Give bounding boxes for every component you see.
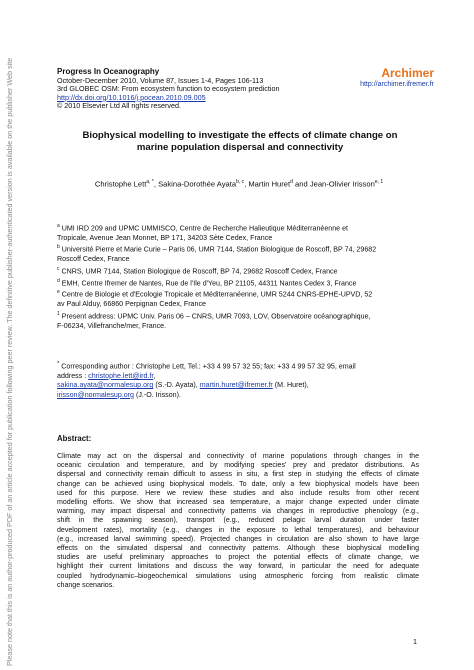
- abstract-line: (e.g., increased larval swimming speed). Projected changes in circulation are also shown to have large: [57, 535, 419, 543]
- author-affiliation-mark: d: [290, 179, 293, 185]
- journal-issue-line: October-December 2010, Volume 87, Issues 1-4, Pages 106-113: [57, 75, 264, 85]
- author-affiliation-mark: a, *: [146, 179, 154, 185]
- archimer-header: [360, 66, 434, 89]
- present-address-cont: F-06234, Villefranche/mer, France.: [57, 321, 167, 330]
- paper-title-line-2: marine population dispersal and connectivity: [136, 142, 344, 153]
- author-name: Christophe Lett: [94, 179, 147, 189]
- abstract-line: highlight their current limitations and discuss the way forward, in particular the need for adequate: [57, 563, 419, 571]
- abstract-line: modelling efforts. We show that increased sea temperature, a major change expected under climate: [57, 499, 419, 507]
- abstract-line: change can be achieved using biophysical models. To date, only a few biophysical models have been: [57, 480, 419, 488]
- affiliations: [57, 222, 427, 331]
- abstract-line: development rates), mortality (e.g., changes in the exposure to lethal temperatures), and behaviour: [57, 526, 419, 534]
- journal-special-issue-line: 3rd GLOBEC OSM: From ecosystem function to ecosystem prediction: [57, 84, 280, 94]
- copyright-line: © 2010 Elsevier Ltd All rights reserved.: [57, 101, 181, 111]
- affiliation-b: $^b$ Université Pierre et Marie Curie – Paris 06, UMR 7144, Station Biologique de Roscoff, BP 74, 29682: [57, 244, 377, 254]
- corresponding-mark: *: [57, 361, 60, 367]
- abstract-line: Climate may act on the dispersal and connectivity of marine populations through changes in the: [57, 453, 419, 460]
- abstract-line: dispersal and connectivity remain difficult to assess in situ, a first step in studying the effects of climate: [57, 471, 419, 479]
- present-address: $^1$ Present address: UPMC Univ. Paris 06 – CNRS, UMR 7093, LOV, Observatoire océanographique,: [57, 310, 371, 321]
- author-name: Martin Huret: [248, 179, 291, 189]
- paper-title-line-1: Biophysical modelling to investigate the effects of climate change on: [82, 130, 398, 141]
- affiliation-e: $^e$ Centre de Biologie et d'Ecologie Tropicale et Méditerranéenne, UMR 5244 CNRS-EPHE-UPVD, 52: [57, 289, 373, 299]
- page-number: 1: [413, 637, 417, 646]
- abstract-line: used for this purpose. Here we review these studies and also include results from other recent: [57, 489, 419, 497]
- email-link-huret[interactable]: martin.huret@ifremer.fr: [199, 381, 273, 390]
- email-link-ayata[interactable]: sakina.ayata@normalesup.org: [57, 381, 154, 390]
- abstract-line: warming, may impact dispersal and connectivity patterns via changes in reproductive phenology (e.g.,: [57, 508, 419, 516]
- email-link-lett[interactable]: christophe.lett@ird.fr: [88, 371, 154, 380]
- affiliation-b-cont: Roscoff Cedex, France: [57, 255, 130, 264]
- abstract-line: coupled hydrodynamic–biogeochemical simulations using atmospheric forcing from realistic climate: [57, 572, 419, 580]
- corresponding-author: * Corresponding author : Christophe Lett, Tel.: +33 4 99 57 32 55; fax: +33 4 99 57 32 95, email address : christophe.lett@ird.fr, sakina.ayata@normalesup.org (S.-D. Ayata), martin.huret@ifremer.fr (M. Huret), irisson@normalesup.org (J.-O. Irisson).: [57, 361, 356, 399]
- author-name: Jean-Olivier Irisson: [309, 179, 375, 189]
- email-address-label: address :: [57, 371, 87, 380]
- author-affiliation-mark: b, c: [236, 179, 245, 185]
- doi-link[interactable]: http://dx.doi.org/10.1016/j.pocean.2010.09.005: [57, 92, 206, 102]
- affiliation-a-cont: Tropicale, Avenue Jean Monnet, BP 171, 34203 Sète Cedex, France: [57, 233, 273, 242]
- author-name: Sakina-Dorothée Ayata: [158, 179, 237, 189]
- paper-title: [80, 130, 400, 154]
- abstract-body: [57, 452, 419, 590]
- author-affiliation-mark: e, 1: [374, 179, 384, 185]
- archimer-logo-text: Archimer: [381, 66, 434, 80]
- author-list: Christophe Lett$^{a, *}$, Sakina-Dorothée Ayata$^{b, c}$, Martin Huret$^d$ and Jean-Olivier Irisson$^{e, 1}$: [94, 179, 384, 189]
- archimer-url[interactable]: http://archimer.ifremer.fr: [360, 81, 434, 88]
- affiliation-d: $^d$ EMH, Centre Ifremer de Nantes, Rue de l'Ile d'Yeu, BP 21105, 44311 Nantes Cedex 3, France: [57, 277, 357, 287]
- abstract-line: shift in the spawning season), transport (e.g., reduced pelagic larval duration under faster: [57, 517, 419, 525]
- affiliation-a: $^a$ UMI IRD 209 and UPMC UMMISCO, Centre de Recherche Halieutique Méditerranéenne et: [57, 223, 349, 233]
- abstract-heading: Abstract:: [57, 434, 92, 443]
- publisher-side-note: Please note that this is an author-produced PDF of an article accepted for publication following peer review. The definitive publisher-authenticated version is available on the publisher Web site: [5, 57, 14, 666]
- abstract-line: change scenarios.: [57, 581, 115, 589]
- abstract-line: oceanic circulation and temperature, and by modifying species' prey and predator distributions. As: [57, 462, 419, 470]
- journal-name: Progress In Oceanography: [57, 67, 160, 76]
- corresponding-line-1: Corresponding author : Christophe Lett, Tel.: +33 4 99 57 32 55; fax: +33 4 99 57 32 95, email: [61, 362, 356, 371]
- journal-citation: [57, 68, 357, 111]
- affiliation-c: $^c$ CNRS, UMR 7144, Station Biologique de Roscoff, BP 74, 29682 Roscoff Cedex, France: [57, 265, 338, 276]
- email-link-irisson[interactable]: irisson@normalesup.org: [57, 390, 134, 399]
- abstract-line: studies are useful preliminary approaches to project the potential effects of climate change, we: [57, 554, 419, 562]
- abstract-line: effects on the simulated dispersal and connectivity patterns. Although these biophysical modelling: [57, 545, 419, 553]
- affiliation-e-cont: av Paul Alduy, 66860 Perpignan Cedex, France: [57, 300, 206, 309]
